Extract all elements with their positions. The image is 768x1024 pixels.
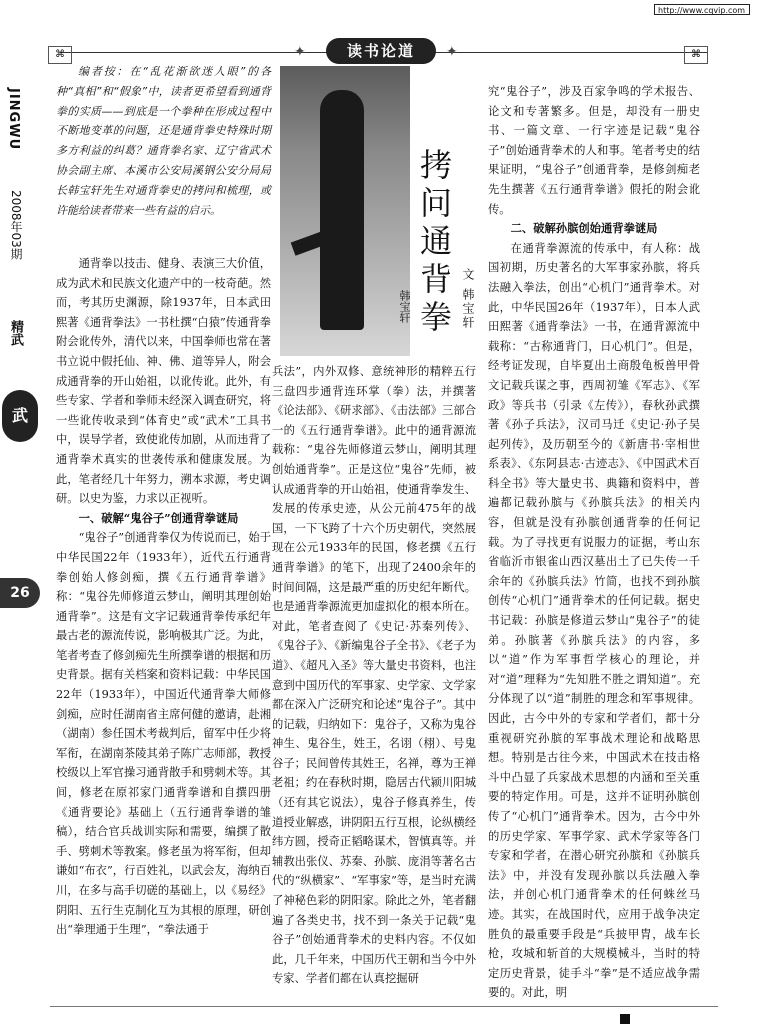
mascot-logo-icon: 武 bbox=[2, 390, 38, 442]
article-photo bbox=[280, 66, 410, 356]
registration-mark bbox=[620, 1014, 630, 1024]
paragraph: 兵法”，内外双修、意统神形的精粹五行三盘四步通背连环掌（拳）法，并撰著《论法部》、《研求部》、《击法部》三部合一的《五行通背拳谱》。此中的通背源流载称：“鬼谷先师修道云梦山，阐明其理创始通背拳”。正是这位“鬼谷”先师，被认成通背拳的开山始祖，使通背拳发生、发展的传承史迹，从公元前475年的战国，一下飞跨了十六个历史朝代，突然展现在公元1933年的民国，修老撰《五行通背拳谱》的笔下，出现了2400余年的时间间隔，这是最严重的历史纪年断代。也是通背拳源流更加虚拟化的根本所在。对此，笔者查阅了《史记·苏秦列传》、《鬼谷子》、《新编鬼谷子全书》、《老子为道》、《超凡入圣》等大量史书资料，也注意到中国历代的军事家、史学家、文学家都在深入广泛研究和论述“鬼谷子”。其中的记载，归纳如下：鬼谷子，又称为鬼谷神生、鬼谷生，姓王，名诩（栩）、号鬼谷子；民间曾传其姓王，名禅，尊为王禅老祖；约在春秋时期，隐居古代颍川阳城（还有其它说法），鬼谷子修真养生，传道授业解惑，讲阴阳五行互根，论纵横经纬方圆，授奇正韬略谋术，智慎真等。并辅教出张仪、苏秦、孙膑、庞涓等著名古代的“纵横家”、“军事家”等，是当时充满了神秘色彩的阴阳家。除此之外，笔者翻遍了各类史书，找不到一条关于记载“鬼谷子”创始通背拳术的史料内容。不仅如此，几千年来，中国历代王朝和当今中外专家、学者们都在认真挖掘研 bbox=[272, 365, 476, 986]
column-2 bbox=[272, 362, 476, 989]
paragraph: 在通背拳源流的传承中，有人称：战国初期，历史著名的大军事家孙膑，将兵法融入拳法，创出“心机门”通背拳术。对此，中华民国26年（1937年），日本人武田熙著《通背拳法》一书，在通背源流中载称：“古称通背门，日心机门”。但是，经考证发现，自毕夏出土商殷龟板兽甲骨文记载兵谋之事，西周初雏《军志》、《军政》等兵书（引录《左传》），春秋孙武撰著《孙子兵法》，汉司马迁《史记·孙子吴起列传》，及历朝至今的《新唐书·宰相世系表》、《东阿县志·古迹志》、《中国武术百科全书》等大量史书、典籍和资料中，普遍都记载孙膑与《孙膑兵法》的相关内容，但就是没有孙膑创通背拳的任何记载。为了寻找更有说服力的证据，考山东省临沂市银雀山西汉墓出土了已失传一千余年的《孙膑兵法》竹简，也找不到孙膑创传“心机门”通背拳术的任何记载。据史书记载：孙膑是修道云梦山“鬼谷子”的徒弟。孙膑著《孙膑兵法》的内容，多以“道”作为军事哲学核心的理论，并对“道”理释为“先知胜不胜之谓知道”。充分体现了以“道”制胜的理念和军事规律。因此，古今中外的专家和学者们，都十分重视研究孙膑的军事战术理论和战略思想。特别是古往今来，中国武术在技击格斗中凸显了兵家战术思想的内涵和至关重要的特定作用。可是，这并不证明孙膑创传了“心机门”通背拳术。因为，古今中外的历史学家、军事学家、武术学家等各门专家和学者，在潜心研究孙膑和《孙膑兵法》中，并没有发现孙膑以兵法融入拳法，并创心机门通背拳术的任何蛛丝马迹。其实，在战国时代，应用于战争决定胜负的最重要手段是“兵披甲胄，战车长枪，攻城和斩首的大规模械斗，当时的特定历史背景，徒手斗“拳”是不适应战争需要的。对此，明 bbox=[488, 241, 700, 1000]
brand-name: JINGWU bbox=[6, 88, 21, 151]
footer-rule bbox=[50, 1006, 718, 1007]
paragraph: 通背拳以技击、健身、表演三大价值，成为武术和民族文化遗产中的一枝奇葩。然而，考其历史渊源，除1937年，日本武田熙著《通背拳法》一书杜撰“白猿”传通背拳附会讹传外，清代以来，中国拳师也常在著书立说中假托仙、神、佛、道等异人，附会成通背拳的开山始祖，以讹传讹。此外，有些专家、学者和拳师未经深入调查研究，将一些讹传收录到“体育史”或“武术”工具书中，误导学者，致使讹传加剧，从而违背了通背拳术真实的世袭传承和健康发展。为此，笔者经几十年努力，溯本求源，考史调研。以史为鉴，力求以正视听。 bbox=[56, 257, 271, 506]
issue-label: 2008年03期 bbox=[9, 190, 23, 260]
masthead-strip bbox=[0, 80, 40, 425]
paragraph: “鬼谷子”创通背拳仅为传说而已，始于中华民国22年（1933年），近代五行通背拳创始人修剑痴，撰《五行通背拳谱》称：“鬼谷先师修道云梦山，阐明其理创始通背拳”。这是有文字记载通背拳传承纪年最古老的源流传说，影响极其广泛。为此，笔者考查了修剑痴先生所撰拳谱的根据和历史背景。据有关档案和资料记载：中华民国22年（1933年），中国近代通背拳大师修剑痴，应时任湖南省主席何健的邀请，赴湘（湖南）参任国术考裁判后，留军中任少将军衔，在湖南茶陵其弟子陈广志师部，教授校级以上军官操习通背散手和劈刺术等。其间，修老在原祁家门通背拳谱和自撰四册《通背要论》基础上（五行通背拳谱的雏稿），结合官兵战训实际和需要，编撰了散手、劈刺术等教案。修老虽为将军衔，但却谦如“布衣”，行百姓礼，以武会友，海纳百川，在多与高手切磋的基础上，以《易经》阴阳、五行生克制化互为其根的原理，研创出“拳理通于生理”，“拳法通于 bbox=[56, 531, 271, 937]
corner-ornament-right: ⌘ bbox=[684, 46, 708, 64]
article-title: 拷问通背拳 bbox=[415, 148, 453, 338]
column-label: 精武 bbox=[8, 320, 23, 346]
corner-ornament-left: ⌘ bbox=[48, 46, 72, 64]
editor-note-column bbox=[56, 62, 271, 220]
martial-artist-figure bbox=[320, 90, 364, 330]
star-ornament-icon: ✦ bbox=[294, 44, 306, 60]
section-heading: 一、破解“鬼谷子”创通背拳谜局 bbox=[78, 510, 239, 525]
article-byline: 文 韩宝轩 bbox=[461, 268, 475, 330]
photo-credit: 韩宝轩 bbox=[398, 290, 411, 323]
section-badge: 读书论道 bbox=[326, 38, 436, 64]
star-ornament-icon: ✦ bbox=[446, 44, 458, 60]
page-number: 26 bbox=[0, 578, 40, 608]
editor-note: 编者按：在“乱花渐欲迷人眼”的各种“真相”和“假象”中，读者更希望看到通背拳的实质——到底是一个拳种在形成过程中不断地变革的问题，还是通背拳史特殊时期多方利益的纠葛？通背拳名家、辽宁省武术协会副主席、本溪市公安局溪钢公安分局局长韩宝轩先生对通背拳史的拷问和梳理，或许能给读者带来一些有益的启示。 bbox=[56, 65, 271, 217]
source-url: http://www.cqvip.com bbox=[654, 4, 750, 15]
column-3 bbox=[488, 82, 700, 1003]
section-heading: 二、破解孙膑创始通背拳谜局 bbox=[510, 221, 658, 236]
paragraph: 究“鬼谷子”，涉及百家争鸣的学术报告、论文和专著繁多。但是，却没有一册史书、一篇文章、一行字迹是记载“鬼谷子”创始通背拳术的人和事。笔者考史的结果证明，“鬼谷子”创通背拳，是修剑痴老先生撰著《五行通背拳谱》假托的附会讹传。 bbox=[488, 85, 700, 216]
column-1 bbox=[56, 254, 271, 940]
